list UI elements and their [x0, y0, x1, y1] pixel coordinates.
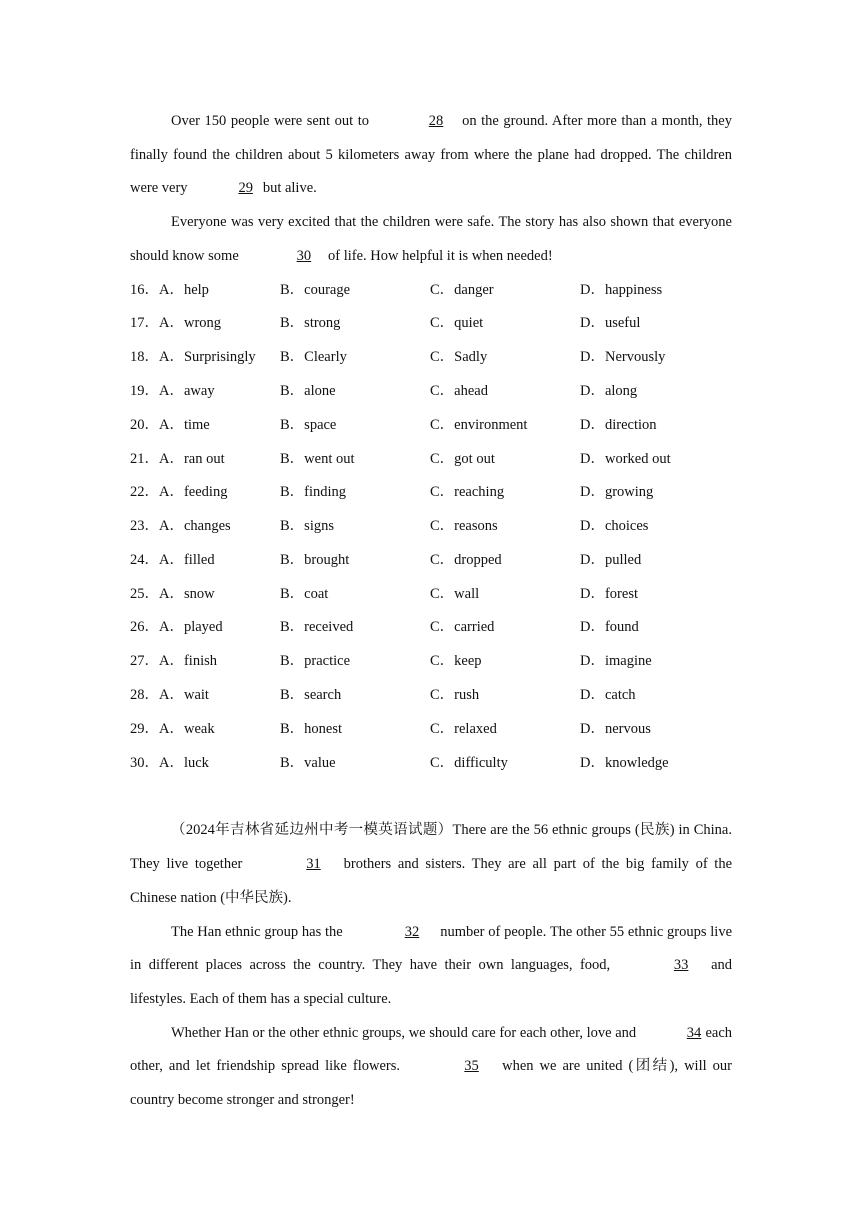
question-number: 22．: [130, 484, 159, 501]
option-d: D．found: [580, 619, 639, 636]
question-number: 28．: [130, 687, 159, 704]
option-b: B．search: [280, 687, 342, 704]
passage2-paragraph2: [130, 916, 732, 1017]
option-a: A．weak: [159, 720, 215, 737]
option-c: C．wall: [430, 585, 480, 602]
question-number: 19．: [130, 382, 159, 399]
option-d: D．imagine: [580, 653, 652, 670]
text: The Han ethnic group has the: [171, 923, 343, 940]
option-d: D．worked out: [580, 450, 671, 467]
question-number-and-option-a: [130, 274, 280, 308]
option-b: B．finding: [280, 484, 347, 501]
option-b: B．signs: [280, 518, 334, 535]
option-c: C．reasons: [430, 518, 498, 535]
question-row: [130, 578, 732, 612]
option-a: A．wrong: [159, 315, 222, 332]
option-d: D．useful: [580, 315, 641, 332]
option-b: B．space: [280, 416, 337, 433]
question-row: [130, 544, 732, 578]
question-number-and-option-a: [130, 341, 280, 375]
text: when we are united (团结), will our country become stronger and stronger!: [130, 1058, 732, 1109]
option-b: B．coat: [280, 585, 329, 602]
option-d: D．pulled: [580, 551, 642, 568]
question-number-and-option-a: [130, 679, 280, 713]
option-c: C．reaching: [430, 484, 505, 501]
section-gap: [130, 780, 732, 814]
question-row: [130, 645, 732, 679]
question-row: [130, 476, 732, 510]
text: number of people. The other 55 ethnic groups live in different places across the country. They have their own languages, food,: [130, 923, 733, 974]
option-d: D．nervous: [580, 720, 651, 737]
question-number: 21．: [130, 450, 159, 467]
question-number-and-option-a: [130, 409, 280, 443]
option-d: D．knowledge: [580, 754, 669, 771]
question-number-and-option-a: [130, 375, 280, 409]
option-b: B．went out: [280, 450, 355, 467]
question-number-and-option-a: [130, 544, 280, 578]
question-number: 23．: [130, 518, 159, 535]
text: and lifestyles. Each of them has a special culture.: [130, 957, 733, 1007]
question-number-and-option-a: [130, 476, 280, 510]
text: of life. How helpful it is when needed!: [328, 247, 553, 264]
blank-33: 33: [673, 957, 689, 974]
option-c: C．rush: [430, 687, 480, 704]
option-c: C．difficulty: [430, 754, 508, 771]
question-row: [130, 747, 732, 781]
option-d: D．Nervously: [580, 349, 666, 366]
text: but alive.: [262, 180, 317, 197]
blank-32: 32: [404, 923, 420, 940]
option-b: B．value: [280, 754, 336, 771]
option-b: B．honest: [280, 720, 343, 737]
option-a: A．changes: [159, 518, 231, 535]
option-a: A．played: [159, 619, 223, 636]
question-row: [130, 510, 732, 544]
option-a: A．Surprisingly: [159, 349, 256, 366]
option-a: A．luck: [159, 754, 209, 771]
blank-29: 29: [238, 180, 253, 197]
option-c: C．environment: [430, 416, 528, 433]
question-number-and-option-a: [130, 713, 280, 747]
option-c: C．carried: [430, 619, 495, 636]
option-a: A．ran out: [159, 450, 225, 467]
question-number: 30．: [130, 754, 159, 771]
option-c: C．quiet: [430, 315, 484, 332]
question-number-and-option-a: [130, 443, 280, 477]
option-c: C．Sadly: [430, 349, 488, 366]
question-row: [130, 375, 732, 409]
blank-28: 28: [428, 113, 444, 129]
question-number: 27．: [130, 653, 159, 670]
option-b: B．Clearly: [280, 349, 347, 366]
text: Everyone was very excited that the children were safe. The story has also shown that everyone should know some: [130, 214, 732, 264]
question-row: [130, 611, 732, 645]
option-c: C．ahead: [430, 382, 488, 399]
option-c: C．keep: [430, 653, 482, 670]
option-c: C．got out: [430, 450, 495, 467]
question-number: 20．: [130, 416, 159, 433]
option-c: C．dropped: [430, 551, 502, 568]
passage1-paragraph2: [130, 206, 732, 273]
option-b: B．alone: [280, 382, 336, 399]
option-b: B．practice: [280, 653, 351, 670]
document-page: [130, 105, 732, 1118]
text: Over 150 people were sent out to: [171, 113, 369, 129]
option-a: A．help: [159, 281, 209, 298]
option-d: D．happiness: [580, 281, 663, 298]
question-number: 17．: [130, 315, 159, 332]
blank-30: 30: [296, 247, 312, 264]
passage1-paragraph1: [130, 105, 732, 206]
option-a: A．feeding: [159, 484, 228, 501]
question-number-and-option-a: [130, 307, 280, 341]
question-number-and-option-a: [130, 510, 280, 544]
option-d: D．forest: [580, 585, 638, 602]
question-row: [130, 307, 732, 341]
option-d: D．choices: [580, 518, 649, 535]
text: each other, and let friendship spread like flowers.: [130, 1024, 733, 1075]
question-number-and-option-a: [130, 645, 280, 679]
question-number: 16．: [130, 281, 159, 298]
question-row: [130, 274, 732, 308]
blank-35: 35: [464, 1058, 479, 1075]
text: on the ground. After more than a month, they finally found the children about 5 kilometers away from where the plane had dropped. The children were very: [130, 113, 732, 197]
option-a: A．finish: [159, 653, 217, 670]
question-row: [130, 679, 732, 713]
option-b: B．received: [280, 619, 354, 636]
option-b: B．courage: [280, 281, 351, 298]
question-row: [130, 409, 732, 443]
question-number: 26．: [130, 619, 159, 636]
question-number: 18．: [130, 349, 159, 366]
option-b: B．brought: [280, 551, 350, 568]
option-d: D．growing: [580, 484, 654, 501]
blank-31: 31: [306, 856, 321, 873]
option-a: A．wait: [159, 687, 209, 704]
text: （2024年吉林省延边州中考一模英语试题）There are the 56 ethnic groups (民族) in China. They live together: [130, 822, 732, 873]
question-number: 25．: [130, 585, 159, 602]
option-a: A．snow: [159, 585, 215, 602]
blank-34: 34: [686, 1024, 702, 1041]
text: Whether Han or the other ethnic groups, we should care for each other, love and: [171, 1024, 637, 1041]
question-number: 24．: [130, 551, 159, 568]
options-list: [130, 274, 732, 781]
question-number-and-option-a: [130, 747, 280, 781]
question-number-and-option-a: [130, 578, 280, 612]
question-number-and-option-a: [130, 611, 280, 645]
passage2-paragraph3: [130, 1017, 732, 1118]
question-row: [130, 443, 732, 477]
option-a: A．filled: [159, 551, 215, 568]
question-row: [130, 341, 732, 375]
option-c: C．relaxed: [430, 720, 497, 737]
text: brothers and sisters. They are all part of the big family of the Chinese nation (中华民族).: [130, 856, 733, 906]
option-a: A．away: [159, 382, 215, 399]
option-d: D．catch: [580, 687, 636, 704]
option-c: C．danger: [430, 281, 494, 298]
option-b: B．strong: [280, 315, 341, 332]
option-d: D．along: [580, 382, 638, 399]
question-row: [130, 713, 732, 747]
option-d: D．direction: [580, 416, 657, 433]
option-a: A．time: [159, 416, 210, 433]
passage2-paragraph1: [130, 814, 732, 915]
question-number: 29．: [130, 720, 159, 737]
